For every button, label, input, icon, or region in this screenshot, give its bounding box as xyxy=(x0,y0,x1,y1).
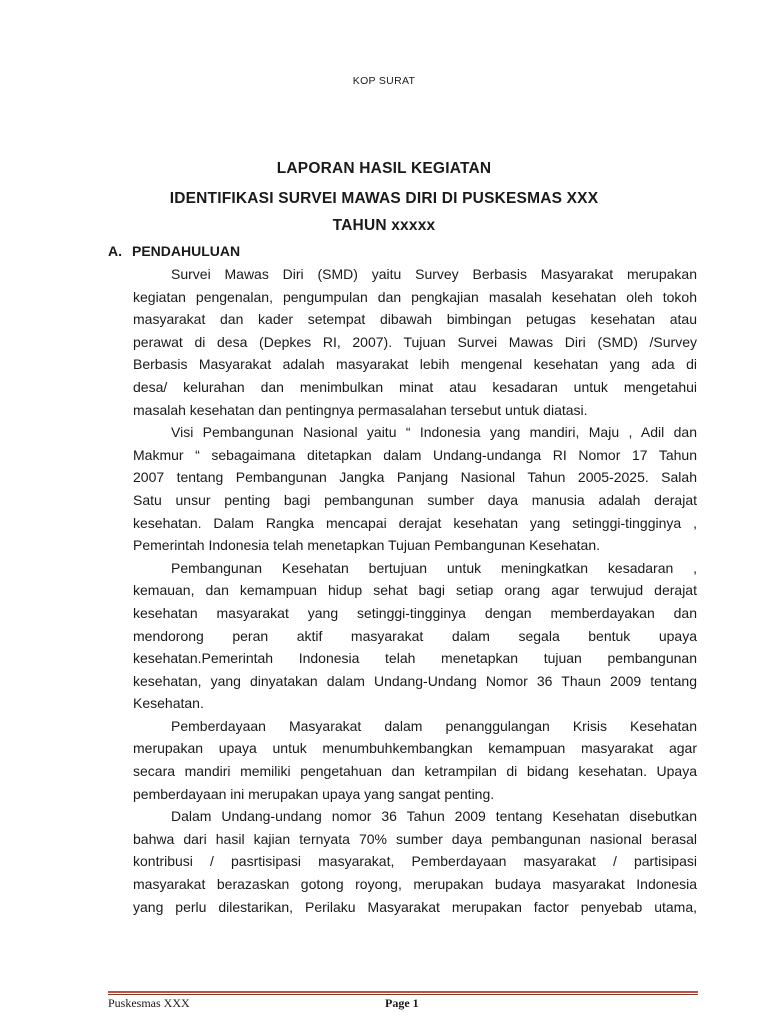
section-heading xyxy=(108,243,240,259)
kop-surat: KOP SURAT xyxy=(352,75,416,87)
paragraph-line: desa/ kelurahan dan menimbulkan minat atau kesadaran untuk mengetahui xyxy=(133,378,697,395)
document-body xyxy=(133,263,697,918)
paragraph-line: kesehatan.Pemerintah Indonesia telah menetapkan tujuan pembangunan xyxy=(133,650,697,667)
paragraph-line: Satu unsur penting bagi pembangunan sumber daya manusia adalah derajat xyxy=(133,491,697,508)
footer-organization: Puskesmas XXX xyxy=(108,996,190,1010)
paragraph-line: bahwa dari hasil kajian ternyata 70% sumber daya pembangunan nasional berasal xyxy=(133,830,697,847)
paragraph-line: kemauan, dan kemampuan hidup sehat bagi setiap orang agar terwujud derajat xyxy=(133,582,697,599)
section-number: A. xyxy=(108,243,122,259)
paragraph-line: masyarakat berazaskan gotong royong, merupakan budaya masyarakat Indonesia xyxy=(133,876,697,893)
paragraph-line: Kesehatan. xyxy=(133,695,204,712)
paragraph-line: Pemerintah Indonesia telah menetapkan Tujuan Pembangunan Kesehatan. xyxy=(133,537,601,554)
paragraph-line: pemberdayaan ini merupakan upaya yang sangat penting. xyxy=(133,785,495,802)
paragraph xyxy=(133,715,697,805)
paragraph-line: mendorong peran aktif masyarakat dalam segala bentuk upaya xyxy=(133,627,697,644)
paragraph-line: Pemberdayaan Masyarakat dalam penanggulangan Krisis Kesehatan xyxy=(171,717,697,734)
report-title: LAPORAN HASIL KEGIATAN xyxy=(276,160,492,177)
paragraph-line: Dalam Undang-undang nomor 36 Tahun 2009 tentang Kesehatan disebutkan xyxy=(171,808,697,825)
paragraph xyxy=(133,263,697,421)
footer-divider xyxy=(108,991,698,993)
paragraph-line: Survei Mawas Diri (SMD) yaitu Survey Berbasis Masyarakat merupakan xyxy=(171,266,697,282)
paragraph-line: kesehatan, yang dinyatakan dalam Undang-Undang Nomor 36 Thaun 2009 tentang xyxy=(133,672,697,689)
footer-page-number: Page 1 xyxy=(385,996,419,1010)
paragraph xyxy=(133,805,697,918)
paragraph-line: merupakan upaya untuk menumbuhkembangkan kemampuan masyarakat agar xyxy=(133,740,697,757)
report-year: TAHUN xxxxx xyxy=(332,217,436,234)
paragraph-line: yang perlu dilestarikan, Perilaku Masyarakat merupakan factor penyebab utama, xyxy=(133,898,697,915)
paragraph-line: kesehatan masyarakat yang setinggi-tingginya dengan memberdayakan dan xyxy=(133,604,697,621)
paragraph-line: kontribusi / pasrtisipasi masyarakat, Pemberdayaan masyarakat / partisipasi xyxy=(133,853,697,870)
paragraph-line: perawat di desa (Depkes RI, 2007). Tujuan Survei Mawas Diri (SMD) /Survey xyxy=(133,333,697,350)
paragraph-line: Pembangunan Kesehatan bertujuan untuk meningkatkan kesadaran , xyxy=(171,559,697,576)
paragraph-line: Visi Pembangunan Nasional yaitu “ Indonesia yang mandiri, Maju , Adil dan xyxy=(171,424,697,441)
section-title: PENDAHULUAN xyxy=(132,243,241,259)
report-subtitle: IDENTIFIKASI SURVEI MAWAS DIRI DI PUSKESMAS XXX xyxy=(169,190,599,207)
paragraph-line: masyarakat dan kader setempat dibawah bimbingan petugas kesehatan atau xyxy=(133,311,697,328)
footer-divider-thin xyxy=(108,994,698,995)
paragraph-line: secara mandiri memiliki pengetahuan dan ketrampilan di bidang kesehatan. Upaya xyxy=(133,763,697,780)
paragraph-line: Makmur “ sebagaimana ditetapkan dalam Undang-undanga RI Nomor 17 Tahun xyxy=(133,446,697,463)
paragraph-line: kegiatan pengenalan, pengumpulan dan pengkajian masalah kesehatan oleh tokoh xyxy=(133,288,697,305)
paragraph-line: 2007 tentang Pembangunan Jangka Panjang Nasional Tahun 2005-2025. Salah xyxy=(133,469,697,486)
paragraph-line: kesehatan. Dalam Rangka mencapai derajat kesehatan yang setinggi-tingginya , xyxy=(133,514,697,531)
paragraph xyxy=(133,557,697,715)
paragraph-line: masalah kesehatan dan pentingnya permasalahan tersebut untuk diatasi. xyxy=(133,401,588,418)
paragraph-line: Berbasis Masyarakat adalah masyarakat lebih mengenal kesehatan yang ada di xyxy=(133,356,697,373)
paragraph xyxy=(133,421,697,557)
